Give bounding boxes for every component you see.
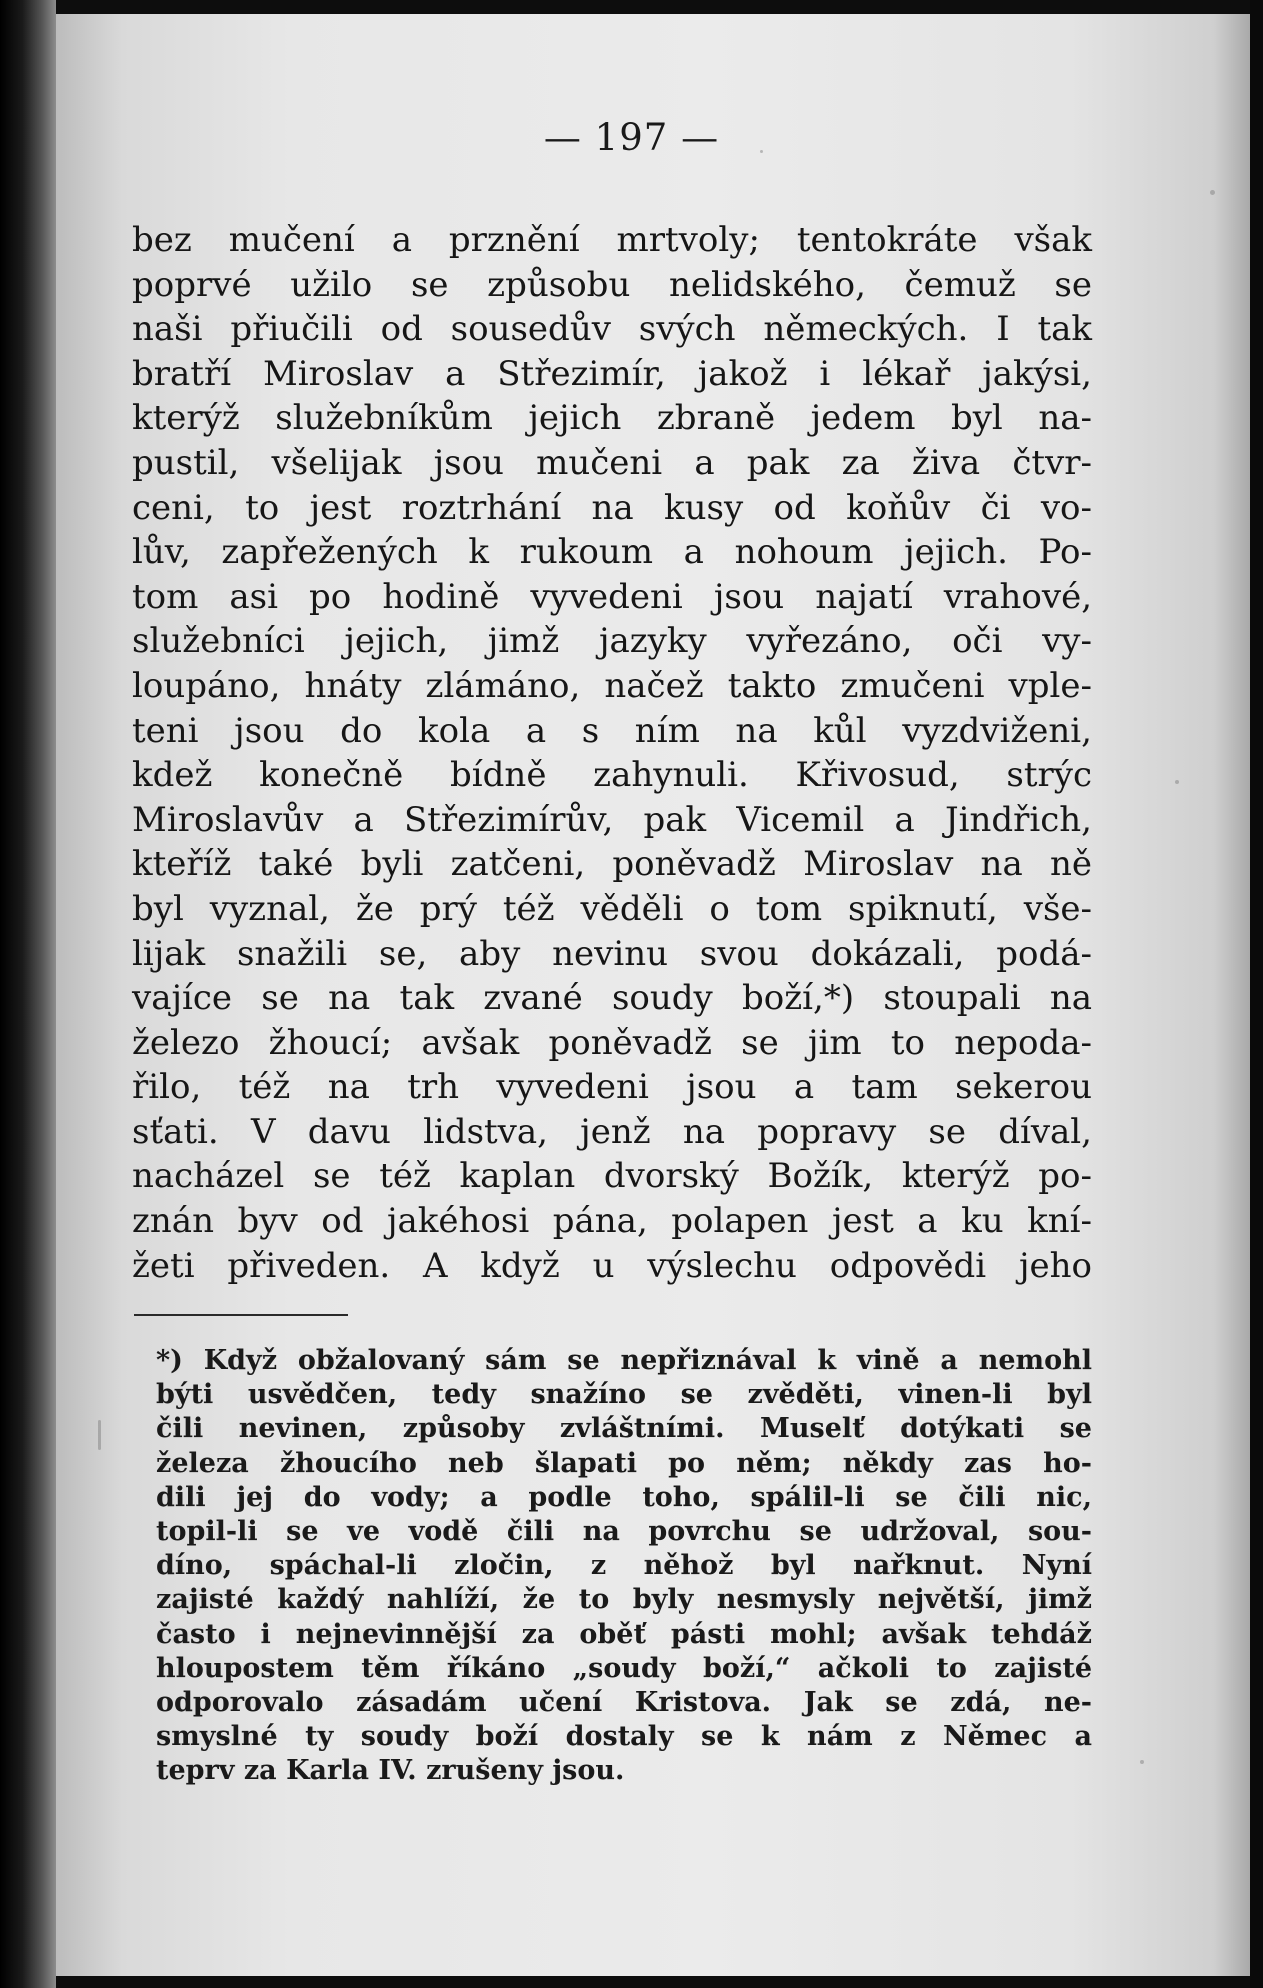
- paper-speck: [1210, 190, 1215, 195]
- footnote-line: odporovalo zásadám učení Kristova. Jak se zdá, ne-: [156, 1686, 1092, 1718]
- footnote-line: často i nejnevinnější za oběť pásti mohl; avšak tehdáž: [156, 1618, 1092, 1650]
- text-line: tom asi po hodině vyvedeni jsou najatí vrahové,: [132, 576, 1092, 617]
- text-line: Miroslavův a Střezimírův, pak Vicemil a Jindřich,: [132, 799, 1092, 840]
- text-line: poprvé užilo se způsobu nelidského, čemuž se: [132, 264, 1092, 305]
- page-number: — 197 —: [543, 116, 720, 159]
- text-line: kdež konečně bídně zahynuli. Křivosud, strýc: [132, 755, 1092, 796]
- footnote-line: železa žhoucího neb šlapati po něm; někdy zas ho-: [156, 1447, 1092, 1479]
- text-line: nacházel se též kaplan dvorský Božík, kterýž po-: [132, 1156, 1092, 1197]
- text-line: byl vyznal, že prý též věděli o tom spiknutí, vše-: [132, 888, 1092, 929]
- text-line: sťati. V davu lidstva, jenž na popravy se díval,: [132, 1111, 1092, 1152]
- text-line: služebníci jejich, jimž jazyky vyřezáno, oči vy-: [132, 621, 1092, 662]
- paper-speck: [1140, 1760, 1144, 1764]
- text-line: ceni, to jest roztrhání na kusy od koňův či vo-: [132, 487, 1092, 528]
- text-line: řilo, též na trh vyvedeni jsou a tam sekerou: [132, 1067, 1092, 1108]
- footnote: [156, 1344, 1092, 1788]
- text-line: naši přiučili od sousedův svých německých. I tak: [132, 309, 1092, 350]
- footnote-line: topil-li se ve vodě čili na povrchu se udržoval, sou-: [156, 1515, 1092, 1547]
- footnote-line: zajisté každý nahlíží, že to byly nesmysly největší, jimž: [156, 1584, 1092, 1616]
- footnote-line: dili jej do vody; a podle toho, spálil-li se čili nic,: [156, 1481, 1092, 1513]
- footnote-line: býti usvědčen, tedy snažíno se zvěděti, vinen-li byl: [156, 1379, 1092, 1411]
- book-binding-shadow: [0, 0, 56, 1988]
- text-line: kterýž služebníkům jejich zbraně jedem byl na-: [132, 398, 1092, 439]
- text-line: loupáno, hnáty zlámáno, načež takto zmučeni vple-: [132, 665, 1092, 706]
- footnote-line: teprv za Karla IV. zrušeny jsou.: [156, 1755, 625, 1787]
- text-line: kteříž také byli zatčeni, poněvadž Miroslav na ně: [132, 844, 1092, 885]
- paper-speck: [98, 1420, 101, 1450]
- text-line: pustil, všelijak jsou mučeni a pak za živa čtvr-: [132, 442, 1092, 483]
- footnote-line: čili nevinen, způsoby zvláštními. Muselť dotýkati se: [156, 1413, 1092, 1445]
- main-text: [132, 218, 1092, 1288]
- scan-edge: [1250, 0, 1263, 1988]
- footnote-line: díno, spáchal-li zločin, z něhož byl nařknut. Nyní: [156, 1550, 1092, 1582]
- paper-speck: [1175, 780, 1179, 784]
- text-line: lův, zapřežených k rukoum a nohoum jejich. Po-: [132, 532, 1092, 573]
- footnote-line: hloupostem těm říkáno „soudy boží,“ ačkoli to zajisté: [156, 1652, 1092, 1684]
- text-line: bratří Miroslav a Střezimír, jakož i lékař jakýsi,: [132, 353, 1092, 394]
- text-line: vajíce se na tak zvané soudy boží,*) stoupali na: [132, 978, 1092, 1019]
- text-line: lijak snažili se, aby nevinu svou dokázali, podá-: [132, 933, 1092, 974]
- footnote-separator: [134, 1314, 348, 1316]
- text-line: znán byv od jakéhosi pána, polapen jest a ku kní-: [132, 1201, 1092, 1242]
- text-line: železo žhoucí; avšak poněvadž se jim to nepoda-: [132, 1022, 1092, 1063]
- text-line: bez mučení a prznění mrtvoly; tentokráte však: [132, 220, 1092, 260]
- text-line: teni jsou do kola a s ním na kůl vyzdviženi,: [132, 710, 1092, 751]
- paper-speck: [760, 150, 763, 153]
- footnote-line: *) Když obžalovaný sám se nepřiznával k vině a nemohl: [156, 1345, 1092, 1376]
- text-line: žeti přiveden. A když u výslechu odpovědi jeho: [132, 1245, 1092, 1286]
- footnote-line: smyslné ty soudy boží dostaly se k nám z Němec a: [156, 1721, 1092, 1753]
